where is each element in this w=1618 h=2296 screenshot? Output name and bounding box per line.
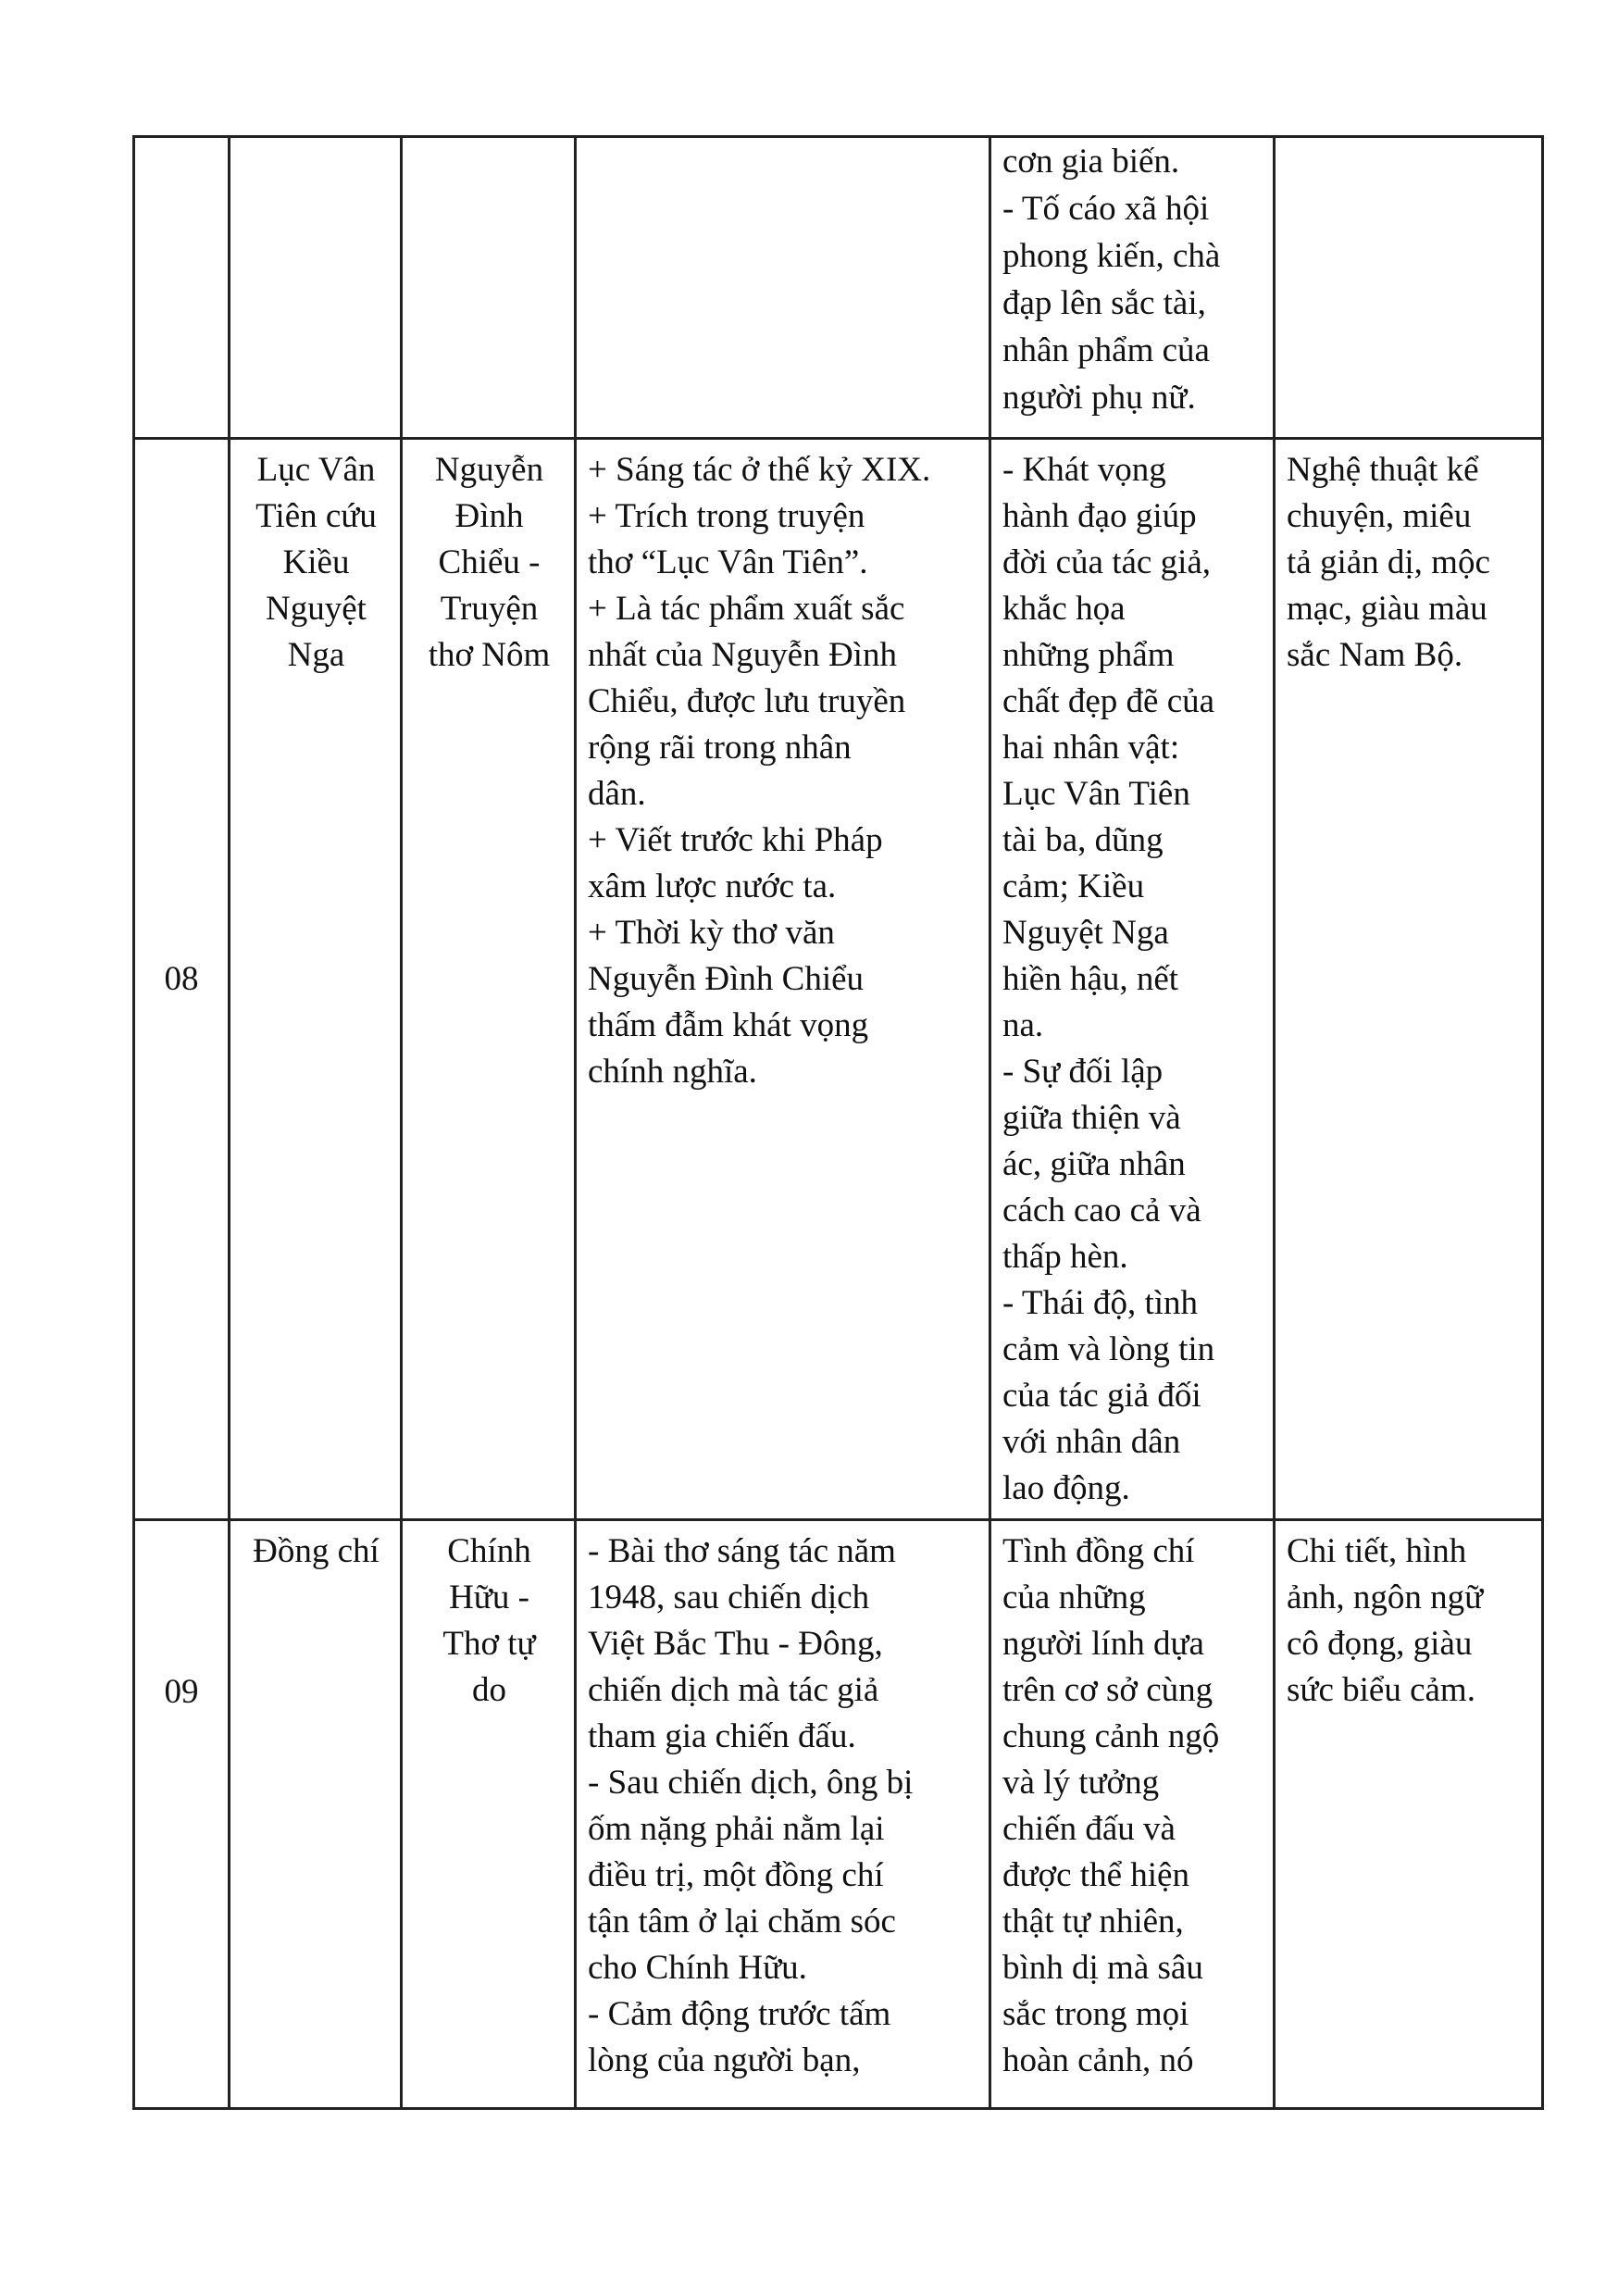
content: Tình đồng chí của những người lính dựa trên cơ sở cùng chung cảnh ngộ và lý tưởng chiến đấu và được thể hiện thật tự nhiên, bình dị mà sâu sắc trong mọi hoàn cảnh, nó	[990, 1520, 1275, 2109]
art	[1275, 137, 1543, 439]
art: Nghệ thuật kể chuyện, miêu tả giản dị, mộc mạc, giàu màu sắc Nam Bộ.	[1275, 439, 1543, 1520]
row-number: 08	[134, 439, 230, 1520]
table-row	[134, 439, 1543, 1520]
table-row	[134, 137, 1543, 439]
literature-summary-table	[132, 135, 1544, 2110]
content: - Khát vọng hành đạo giúp đời của tác giả, khắc họa những phẩm chất đẹp đẽ của hai nhân vật: Lục Vân Tiên tài ba, dũng cảm; Kiều Nguyệt Nga hiền hậu, nết na. - Sự đối lập giữa thiện và ác, giữa nhân cách cao cả và thấp hèn. - Thái độ, tình cảm và lòng tin của tác giả đối với nhân dân lao động.	[990, 439, 1275, 1520]
context: - Bài thơ sáng tác năm 1948, sau chiến dịch Việt Bắc Thu - Đông, chiến dịch mà tác giả tham gia chiến đấu. - Sau chiến dịch, ông bị ốm nặng phải nằm lại điều trị, một đồng chí tận tâm ở lại chăm sóc cho Chính Hữu. - Cảm động trước tấm lòng của người bạn,	[576, 1520, 990, 2109]
author-genre: Chính Hữu - Thơ tự do	[402, 1520, 576, 2109]
author-genre	[402, 137, 576, 439]
table-row	[134, 1520, 1543, 2109]
row-number: 09	[134, 1520, 230, 2109]
context	[576, 137, 990, 439]
author-genre: Nguyễn Đình Chiểu - Truyện thơ Nôm	[402, 439, 576, 1520]
context: + Sáng tác ở thế kỷ XIX. + Trích trong truyện thơ “Lục Vân Tiên”. + Là tác phẩm xuất sắc nhất của Nguyễn Đình Chiểu, được lưu truyền rộng rãi trong nhân dân. + Viết trước khi Pháp xâm lược nước ta. + Thời kỳ thơ văn Nguyễn Đình Chiểu thấm đẫm khát vọng chính nghĩa.	[576, 439, 990, 1520]
row-number	[134, 137, 230, 439]
content: cơn gia biến. - Tố cáo xã hội phong kiến, chà đạp lên sắc tài, nhân phẩm của người phụ nữ.	[990, 137, 1275, 439]
art: Chi tiết, hình ảnh, ngôn ngữ cô đọng, giàu sức biểu cảm.	[1275, 1520, 1543, 2109]
work-title: Đồng chí	[230, 1520, 402, 2109]
work-title	[230, 137, 402, 439]
work-title: Lục Vân Tiên cứu Kiều Nguyệt Nga	[230, 439, 402, 1520]
